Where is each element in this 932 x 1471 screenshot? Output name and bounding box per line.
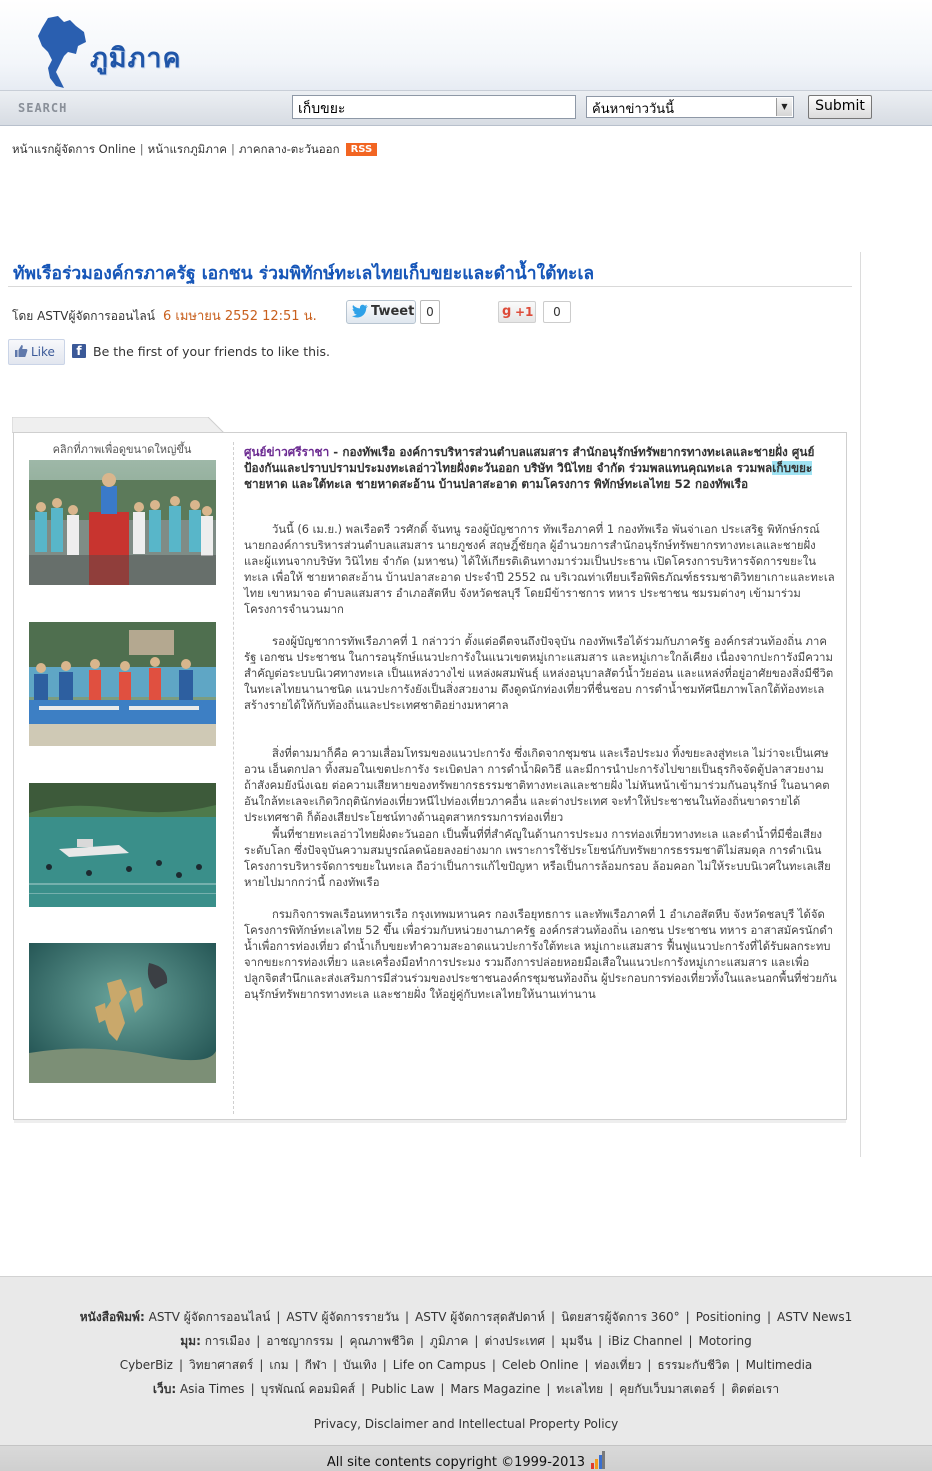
footer-link[interactable]: ธรรมะกับชีวิต (657, 1358, 730, 1372)
article-title: ทัพเรือร่วมองค์กรภาครัฐ เอกชน ร่วมพิทักษ์ทะเลไทยเก็บขยะและดำน้ำใต้ทะเล (13, 264, 595, 284)
facebook-social-text: Be the first of your friends to like this. (93, 344, 330, 359)
privacy-policy-link[interactable]: Privacy, Disclaimer and Intellectual Property Policy (313, 1417, 619, 1431)
facebook-icon: f (72, 344, 86, 358)
gallery-separator (233, 442, 234, 1114)
gallery-photo-group-banner[interactable] (29, 622, 216, 746)
search-input[interactable]: เก็บขยะ (292, 95, 576, 119)
news-source: ศูนย์ข่าวศรีราชา (244, 445, 330, 459)
thailand-map-logo-icon (34, 16, 88, 90)
copyright-line (0, 1451, 932, 1470)
search-label: SEARCH (18, 101, 68, 115)
google-plus-button[interactable] (498, 301, 536, 323)
search-scope-value: ค้นหาข่าววันนี้ (592, 102, 675, 117)
footer-link[interactable]: Positioning (695, 1310, 761, 1324)
search-highlight: เก็บขยะ (772, 461, 813, 475)
footer-row-label: เว็บ: (152, 1382, 177, 1396)
footer-link[interactable]: ASTV ผู้จัดการออนไลน์ (148, 1310, 271, 1324)
footer-link[interactable]: Motoring (698, 1334, 752, 1348)
site-footer (0, 1276, 932, 1470)
breadcrumb-separator: | (230, 142, 235, 156)
footer-row-web: เว็บ: Asia Times | บุรพัณณ์ คอมมิคส์ | Public Law | Mars Magazine | ทะเลไทย | คุยกับเว็บมาสเตอร์ | ติดต่อเรา (152, 1382, 780, 1396)
article-paragraph: สิ่งที่ตามมาก็คือ ความเสื่อมโทรมของแนวปะการัง ซึ่งเกิดจากชุมชน และเรือประมง ทิ้งขยะลงสู่ทะเล ไม่ว่าจะเป็นเศษอวน เอ็นตกปลา ทิ้งสมอในเขตปะการัง ระเบิดปลา การดำน้ำผิดวิธี และมีการนำปะการังไปขายเป็นธุรกิจจัดตู้ปลาสวยงาม ถ้าสังคมยังนิ่งเฉย ต่อความเสียหายของทรัพยากรธรรมชาติทางทะเลและชายฝั่ง ไม่หันหน้าเข้ามาร่วมกันอนุรักษ์ ในอนาคตอันใกล้ทะเลจะเกิดวิกฤตินักท่องเที่ยวหนีไปท่องเที่ยวภาคอื่น และต่างประเทศ จะทำให้ประชาชนในท้องถิ่นขาดรายได้ ประเทศชาติ ก็ต้องเสียประโยชน์ทางด้านอุตสาหกรรมการท่องเที่ยว (244, 747, 830, 824)
gallery-photo-ceremony[interactable] (29, 460, 216, 585)
footer-link[interactable]: ภูมิภาค (429, 1334, 469, 1348)
footer-link[interactable]: ต่างประเทศ (484, 1334, 545, 1348)
site-header (0, 0, 932, 90)
copyright-bar (0, 1445, 932, 1471)
search-bar (0, 90, 932, 126)
google-plus-label: +1 (515, 305, 534, 319)
footer-link[interactable]: ทะเลไทย (556, 1382, 604, 1396)
gallery-photo-underwater-coral[interactable] (29, 943, 216, 1083)
footer-link[interactable]: Public Law (371, 1382, 435, 1396)
footer-link[interactable]: ติดต่อเรา (731, 1382, 780, 1396)
footer-link[interactable]: คุณภาพชีวิต (349, 1334, 414, 1348)
gallery-caption: คลิกที่ภาพเพื่อดูขนาดใหญ่ขึ้น (52, 443, 192, 456)
article-byline (12, 305, 317, 326)
footer-link[interactable]: Asia Times (179, 1382, 245, 1396)
like-label: Like (31, 345, 55, 359)
footer-link[interactable]: Multimedia (745, 1358, 813, 1372)
copyright-text: All site contents copyright ©1999-2013 (326, 1455, 585, 1470)
tweet-label: Tweet (371, 304, 415, 319)
footer-row-sections-2: CyberBiz | วิทยาศาสตร์ | เกม | กีฬา | บันเทิง | Life on Campus | Celeb Online | ท่องเที่ยว | ธรรมะกับชีวิต | Multimedia (119, 1358, 813, 1372)
footer-link[interactable]: Mars Magazine (450, 1382, 541, 1396)
tweet-button[interactable] (346, 300, 416, 324)
footer-link[interactable]: ASTV ผู้จัดการรายวัน (286, 1310, 399, 1324)
article-date: 6 เมษายน 2552 12:51 น. (162, 309, 317, 324)
twitter-bird-icon (352, 304, 368, 318)
footer-link[interactable]: การเมือง (204, 1334, 251, 1348)
facebook-like-button[interactable] (8, 339, 65, 365)
article-paragraph: วันนี้ (6 เม.ย.) พลเรือตรี วรศักดิ์ จันทนู รองผู้บัญชาการ ทัพเรือภาคที่ 1 กองทัพเรือ พันจ่าเอก ประเสริฐ พิทักษ์กรณ์ นายกองค์การบริหารส่วนตำบลแสมสาร นายภูชงค์ สฤษฎิ์ชัยกุล ผู้อำนวยการสำนักอนุรักษ์ทรัพยากรทางทะเลและชายฝั่ง และผู้แทนจากบริษัท วินิไทย จำกัด (มหาชน) ได้ให้เกียรติเดินทางมาร่วมเป็นประธาน เปิดโครงการบริหารจัดการขยะในทะเล เพื่อให้ ชายหาดสะอ้าน บ้านปลาสะอาด ประจำปี 2552 ณ บริเวณท่าเทียบเรือพิพิธภัณฑ์ธรรมชาติวิทยาเกาะและทะเลไทย เขาหมาจอ ตำบลแสมสาร อำเภอสัตหีบ จังหวัดชลบุรี โดยมีข้าราชการ ทหาร ประชาชน ชมรมต่างๆ เข้ามาร่วมโครงการจำนวนมาก (244, 523, 835, 616)
article-lead (244, 444, 838, 492)
footer-link[interactable]: เกม (269, 1358, 289, 1372)
submit-button[interactable]: Submit (808, 95, 872, 119)
article-tab-decoration (12, 417, 224, 433)
footer-link[interactable]: Life on Campus (392, 1358, 486, 1372)
thumbs-up-icon (14, 344, 28, 358)
breadcrumb-separator: | (139, 142, 144, 156)
truehits-counter-icon[interactable] (591, 1451, 605, 1469)
lead-text-part1: - กองทัพเรือ องค์การบริหารส่วนตำบลแสมสาร สำนักอนุรักษ์ทรัพยากรทางทะเลและชายฝั่ง ศูนย์ป้องกันและปราบปรามประมงทะเลอ่าวไทยฝั่งตะวันออก บริษัท วินิไทย จำกัด ร่วมพลแทนคุณทะเล รวมพล (244, 445, 815, 475)
footer-row-sections: มุม: การเมือง | อาชญากรรม | คุณภาพชีวิต | ภูมิภาค | ต่างประเทศ | มุมจีน | iBiz Channel | Motoring (180, 1334, 752, 1348)
content-divider (860, 252, 861, 1157)
breadcrumb (12, 141, 377, 159)
title-divider (8, 286, 852, 287)
rss-icon[interactable]: RSS (346, 143, 378, 156)
footer-link[interactable]: Celeb Online (501, 1358, 579, 1372)
chevron-down-icon[interactable]: ▼ (776, 98, 792, 116)
footer-link[interactable]: กีฬา (304, 1358, 327, 1372)
footer-link[interactable]: CyberBiz (119, 1358, 173, 1372)
footer-link[interactable]: คุยกับเว็บมาสเตอร์ (619, 1382, 716, 1396)
footer-row-label: มุม: (180, 1334, 201, 1348)
google-plus-icon: g (502, 304, 512, 319)
footer-link[interactable]: ASTV News1 (777, 1310, 853, 1324)
article-paragraph: กรมกิจการพลเรือนทหารเรือ กรุงเทพมหานคร กองเรือยุทธการ และทัพเรือภาคที่ 1 อำเภอสัตหีบ จังหวัดชลบุรี ได้จัดโครงการพิทักษ์ทะเลไทย 52 ขึ้น เพื่อร่วมกับหน่วยงานภาครัฐ องค์กรส่วนท้องถิ่น เอกชน ประชาชน ทหาร อาสาสมัครนักดำน้ำเพื่อการท่องเที่ยว ดำน้ำเก็บขยะทำความสะอาดแนวปะการังใต้ทะเล หมู่เกาะแสมสาร ฟื้นฟูแนวปะการังที่ได้รับผลกระทบจากขยะการท่องเที่ยว และเครื่องมือทำการประมง รวมถึงการปล่อยหอยมือเสือในแนวปะการังหมู่เกาะแสมสาร และเพื่อปลูกจิตสำนึกและส่งเสริมการมีส่วนร่วมของประชาชนองค์กรชุมชนท้องถิ่น ผู้ประกอบการท่องเที่ยวทั้งในและนอกพื้นที่ช่วยกันอนุรักษ์ทรัพยากรทางทะเล และชายฝั่ง ให้อยู่คู่กับทะเลไทยให้นานเท่านาน (244, 908, 837, 1001)
gallery-photo-sea-boat[interactable] (29, 783, 216, 907)
footer-link[interactable]: iBiz Channel (608, 1334, 683, 1348)
breadcrumb-manager-online[interactable]: หน้าแรกผู้จัดการ Online (12, 142, 136, 156)
article-paragraph: พื้นที่ชายทะเลอ่าวไทยฝั่งตะวันออก เป็นพื้นที่ที่สำคัญในด้านการประมง การท่องเที่ยวทางทะเล และดำน้ำที่มีชื่อเสียงระดับโลก ซึ่งปัจจุบันความสมบูรณ์ลดน้อยลงอย่างมาก เพราะการใช้ประโยชน์กับทรัพยากรธรรมชาติไม่สมดุล การดำเนินโครงการบริหารจัดการขยะในทะเล ถือว่าเป็นการแก้ไขปัญหา หรือเป็นการล้อมกรอบ ล้อมคอก ไม่ให้ระบบนิเวศในทะเลเสียหายไปมากกว่านี้ กองทัพเรือ (244, 828, 831, 889)
footer-row-newspapers: หนังสือพิมพ์: ASTV ผู้จัดการออนไลน์ | ASTV ผู้จัดการรายวัน | ASTV ผู้จัดการสุดสัปดาห์ | นิตยสารผู้จัดการ 360° | Positioning | ASTV News1 (79, 1310, 853, 1324)
byline-author: โดย ASTVผู้จัดการออนไลน์ (12, 309, 155, 323)
google-plus-count: 0 (543, 301, 571, 323)
lead-text-part2: ชายหาด และใต้ทะเล ชายหาดสะอ้าน บ้านปลาสะอาด ตามโครงการ พิทักษ์ทะเลไทย 52 กองทัพเรือ (244, 477, 749, 491)
footer-link[interactable]: ท่องเที่ยว (594, 1358, 642, 1372)
tweet-count: 0 (420, 300, 440, 324)
breadcrumb-central-east[interactable]: ภาคกลาง-ตะวันออก (238, 142, 340, 156)
footer-link[interactable]: ASTV ผู้จัดการสุดสัปดาห์ (415, 1310, 546, 1324)
site-logo-text[interactable]: ภูมิภาค (90, 43, 182, 74)
footer-link[interactable]: นิตยสารผู้จัดการ 360° (561, 1310, 680, 1324)
search-scope-select[interactable] (586, 96, 794, 118)
footer-link[interactable]: บุรพัณณ์ คอมมิคส์ (260, 1382, 356, 1396)
footer-link[interactable]: บันเทิง (343, 1358, 377, 1372)
breadcrumb-region-home[interactable]: หน้าแรกภูมิภาค (147, 142, 227, 156)
footer-link[interactable]: มุมจีน (561, 1334, 593, 1348)
footer-row-label: หนังสือพิมพ์: (79, 1310, 145, 1324)
footer-link[interactable]: อาชญากรรม (266, 1334, 334, 1348)
article-paragraph: รองผู้บัญชาการทัพเรือภาคที่ 1 กล่าวว่า ตั้งแต่อดีตจนถึงปัจจุบัน กองทัพเรือได้ร่วมกับภาครัฐ องค์กรส่วนท้องถิ่น ภาครัฐ เอกชน ประชาชน ในการอนุรักษ์แนวปะการังในแนวเขตหมู่เกาะแสมสาร และหมู่เกาะใกล้เคียง เนื่องจากปะการังมีความสำคัญต่อระบบนิเวศทางทะเล เป็นแหล่งวางไข่ แหล่งผสมพันธุ์ แหล่งอนุบาลสัตว์น้ำวัยอ่อน และแหล่งที่อยู่อาศัยของสิ่งมีชีวิตในทะเลไทยนานาชนิด แนวปะการังยังเป็นสิ่งสวยงาม ดึงดูดนักท่องเที่ยวที่ชื่นชอบ การดำน้ำชมทัศนียภาพโลกใต้ท้องทะเล สร้างรายได้ให้กับท้องถิ่นและประเทศชาติอย่างมหาศาล (244, 635, 834, 712)
footer-link[interactable]: วิทยาศาสตร์ (189, 1358, 254, 1372)
